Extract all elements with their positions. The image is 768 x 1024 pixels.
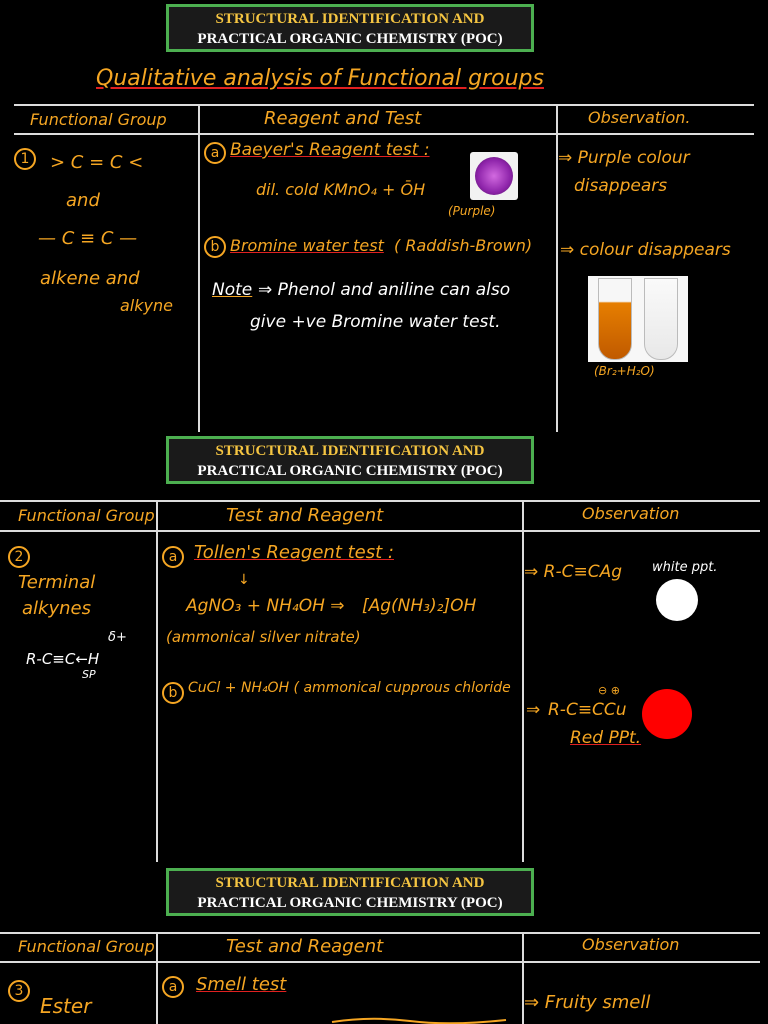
- tollens-note: (ammonical silver nitrate): [166, 628, 361, 646]
- col-observation: Observation.: [588, 108, 691, 127]
- terminal-alkyne-structure: R-C≡C←H: [26, 650, 100, 668]
- col-observation: Observation: [582, 504, 680, 523]
- obs-purple-1: ⇒ Purple colour: [558, 148, 690, 168]
- note-text-1: ⇒ Phenol and aniline can also: [258, 280, 511, 300]
- purple-sample-image: [470, 152, 518, 200]
- poc-header-1: [166, 4, 534, 52]
- baeyers-reagent: dil. cold KMnO₄ + ŌH: [256, 180, 426, 199]
- test-a-marker: a: [162, 546, 184, 568]
- header-line1: STRUCTURAL IDENTIFICATION AND: [215, 11, 485, 27]
- table1-top-rule: [14, 104, 754, 106]
- header-line2: PRACTICAL ORGANIC CHEMISTRY (POC): [197, 895, 503, 911]
- smell-test-title: Smell test: [196, 974, 287, 995]
- group-number: 1: [14, 148, 36, 170]
- note-label: Note: [212, 280, 253, 300]
- obs-purple-2: disappears: [574, 176, 668, 196]
- obs-red-arrow: ⇒: [526, 700, 541, 720]
- header-line1: STRUCTURAL IDENTIFICATION AND: [215, 443, 485, 459]
- note-text-2: give +ve Bromine water test.: [250, 312, 501, 332]
- col-functional-group: Functional Group: [30, 110, 167, 129]
- tollens-equation-left: AgNO₃ + NH₄OH ⇒: [186, 596, 345, 616]
- obs-silver-acetylide: ⇒ R-C≡CAg: [524, 562, 622, 582]
- test-b-marker: b: [162, 682, 184, 704]
- table2-divider-1: [156, 500, 158, 862]
- table2-header-rule: [0, 530, 760, 532]
- obs-colour-disappears: ⇒ colour disappears: [560, 240, 731, 260]
- table2-top-rule: [0, 500, 760, 502]
- bromine-test-title: Bromine water test: [230, 236, 384, 255]
- ester-label: Ester: [40, 994, 92, 1018]
- red-ppt-dot: [642, 689, 692, 739]
- poc-header-3: [166, 868, 534, 916]
- group-number: 3: [8, 980, 30, 1002]
- col-functional-group: Functional Group: [18, 506, 155, 525]
- poc-header-2: [166, 436, 534, 484]
- col-reagent-test: Reagent and Test: [264, 108, 422, 129]
- cupprous-test: CuCl + NH₄OH ( ammonical cupprous chloride: [188, 680, 511, 696]
- and-text: and: [66, 190, 100, 211]
- test-b-marker: b: [204, 236, 226, 258]
- tollens-equation-right: [Ag(NH₃)₂]OH: [362, 596, 477, 616]
- col-observation: Observation: [582, 935, 680, 954]
- partial-stroke: [332, 1019, 506, 1024]
- alkene-structure: > C = C <: [50, 152, 144, 173]
- purple-note: (Purple): [448, 204, 496, 218]
- alkene-label: alkene and: [40, 268, 140, 289]
- test-a-marker: a: [162, 976, 184, 998]
- test-a-marker: a: [204, 142, 226, 164]
- table1-divider-1: [198, 104, 200, 432]
- terminal-label: Terminal: [18, 572, 96, 593]
- table1-header-rule: [14, 133, 754, 135]
- alkyne-label: alkyne: [120, 296, 173, 315]
- tube-caption: (Br₂+H₂O): [594, 364, 655, 378]
- white-ppt-label: white ppt.: [652, 560, 718, 575]
- sp-label: SP: [82, 668, 96, 681]
- slide1-title: Qualitative analysis of Functional groups: [96, 66, 544, 91]
- header-line2: PRACTICAL ORGANIC CHEMISTRY (POC): [197, 31, 503, 47]
- col-functional-group: Functional Group: [18, 937, 155, 956]
- white-ppt-dot: [656, 579, 698, 621]
- obs-copper-acetylide: R-C≡CCu: [548, 700, 627, 720]
- tollens-arrow: ↓: [238, 572, 250, 588]
- table3-divider-1: [156, 932, 158, 1024]
- header-line2: PRACTICAL ORGANIC CHEMISTRY (POC): [197, 463, 503, 479]
- header-line1: STRUCTURAL IDENTIFICATION AND: [215, 875, 485, 891]
- table2-divider-2: [522, 500, 524, 862]
- tollens-test-title: Tollen's Reagent test :: [194, 542, 394, 563]
- col-test-reagent: Test and Reagent: [226, 936, 384, 957]
- clear-tube: [644, 278, 678, 360]
- obs-red-charges: ⊖ ⊕: [598, 684, 620, 697]
- test-tubes-image: [588, 276, 688, 362]
- bromine-test-suffix: ( Raddish-Brown): [394, 236, 533, 255]
- table3-header-rule: [0, 961, 760, 963]
- obs-fruity-smell: ⇒ Fruity smell: [524, 992, 651, 1013]
- group-number: 2: [8, 546, 30, 568]
- table3-top-rule: [0, 932, 760, 934]
- purple-dish: [475, 157, 513, 195]
- alkynes-label: alkynes: [22, 598, 91, 619]
- red-ppt-label: Red PPt.: [570, 728, 642, 748]
- col-test-reagent: Test and Reagent: [226, 505, 384, 526]
- partial-handwriting-bottom: [330, 1016, 510, 1024]
- delta-plus: δ+: [108, 630, 127, 645]
- alkyne-structure: — C ≡ C —: [38, 228, 138, 249]
- brown-tube: [598, 278, 632, 360]
- baeyers-test-title: Baeyer's Reagent test :: [230, 140, 430, 160]
